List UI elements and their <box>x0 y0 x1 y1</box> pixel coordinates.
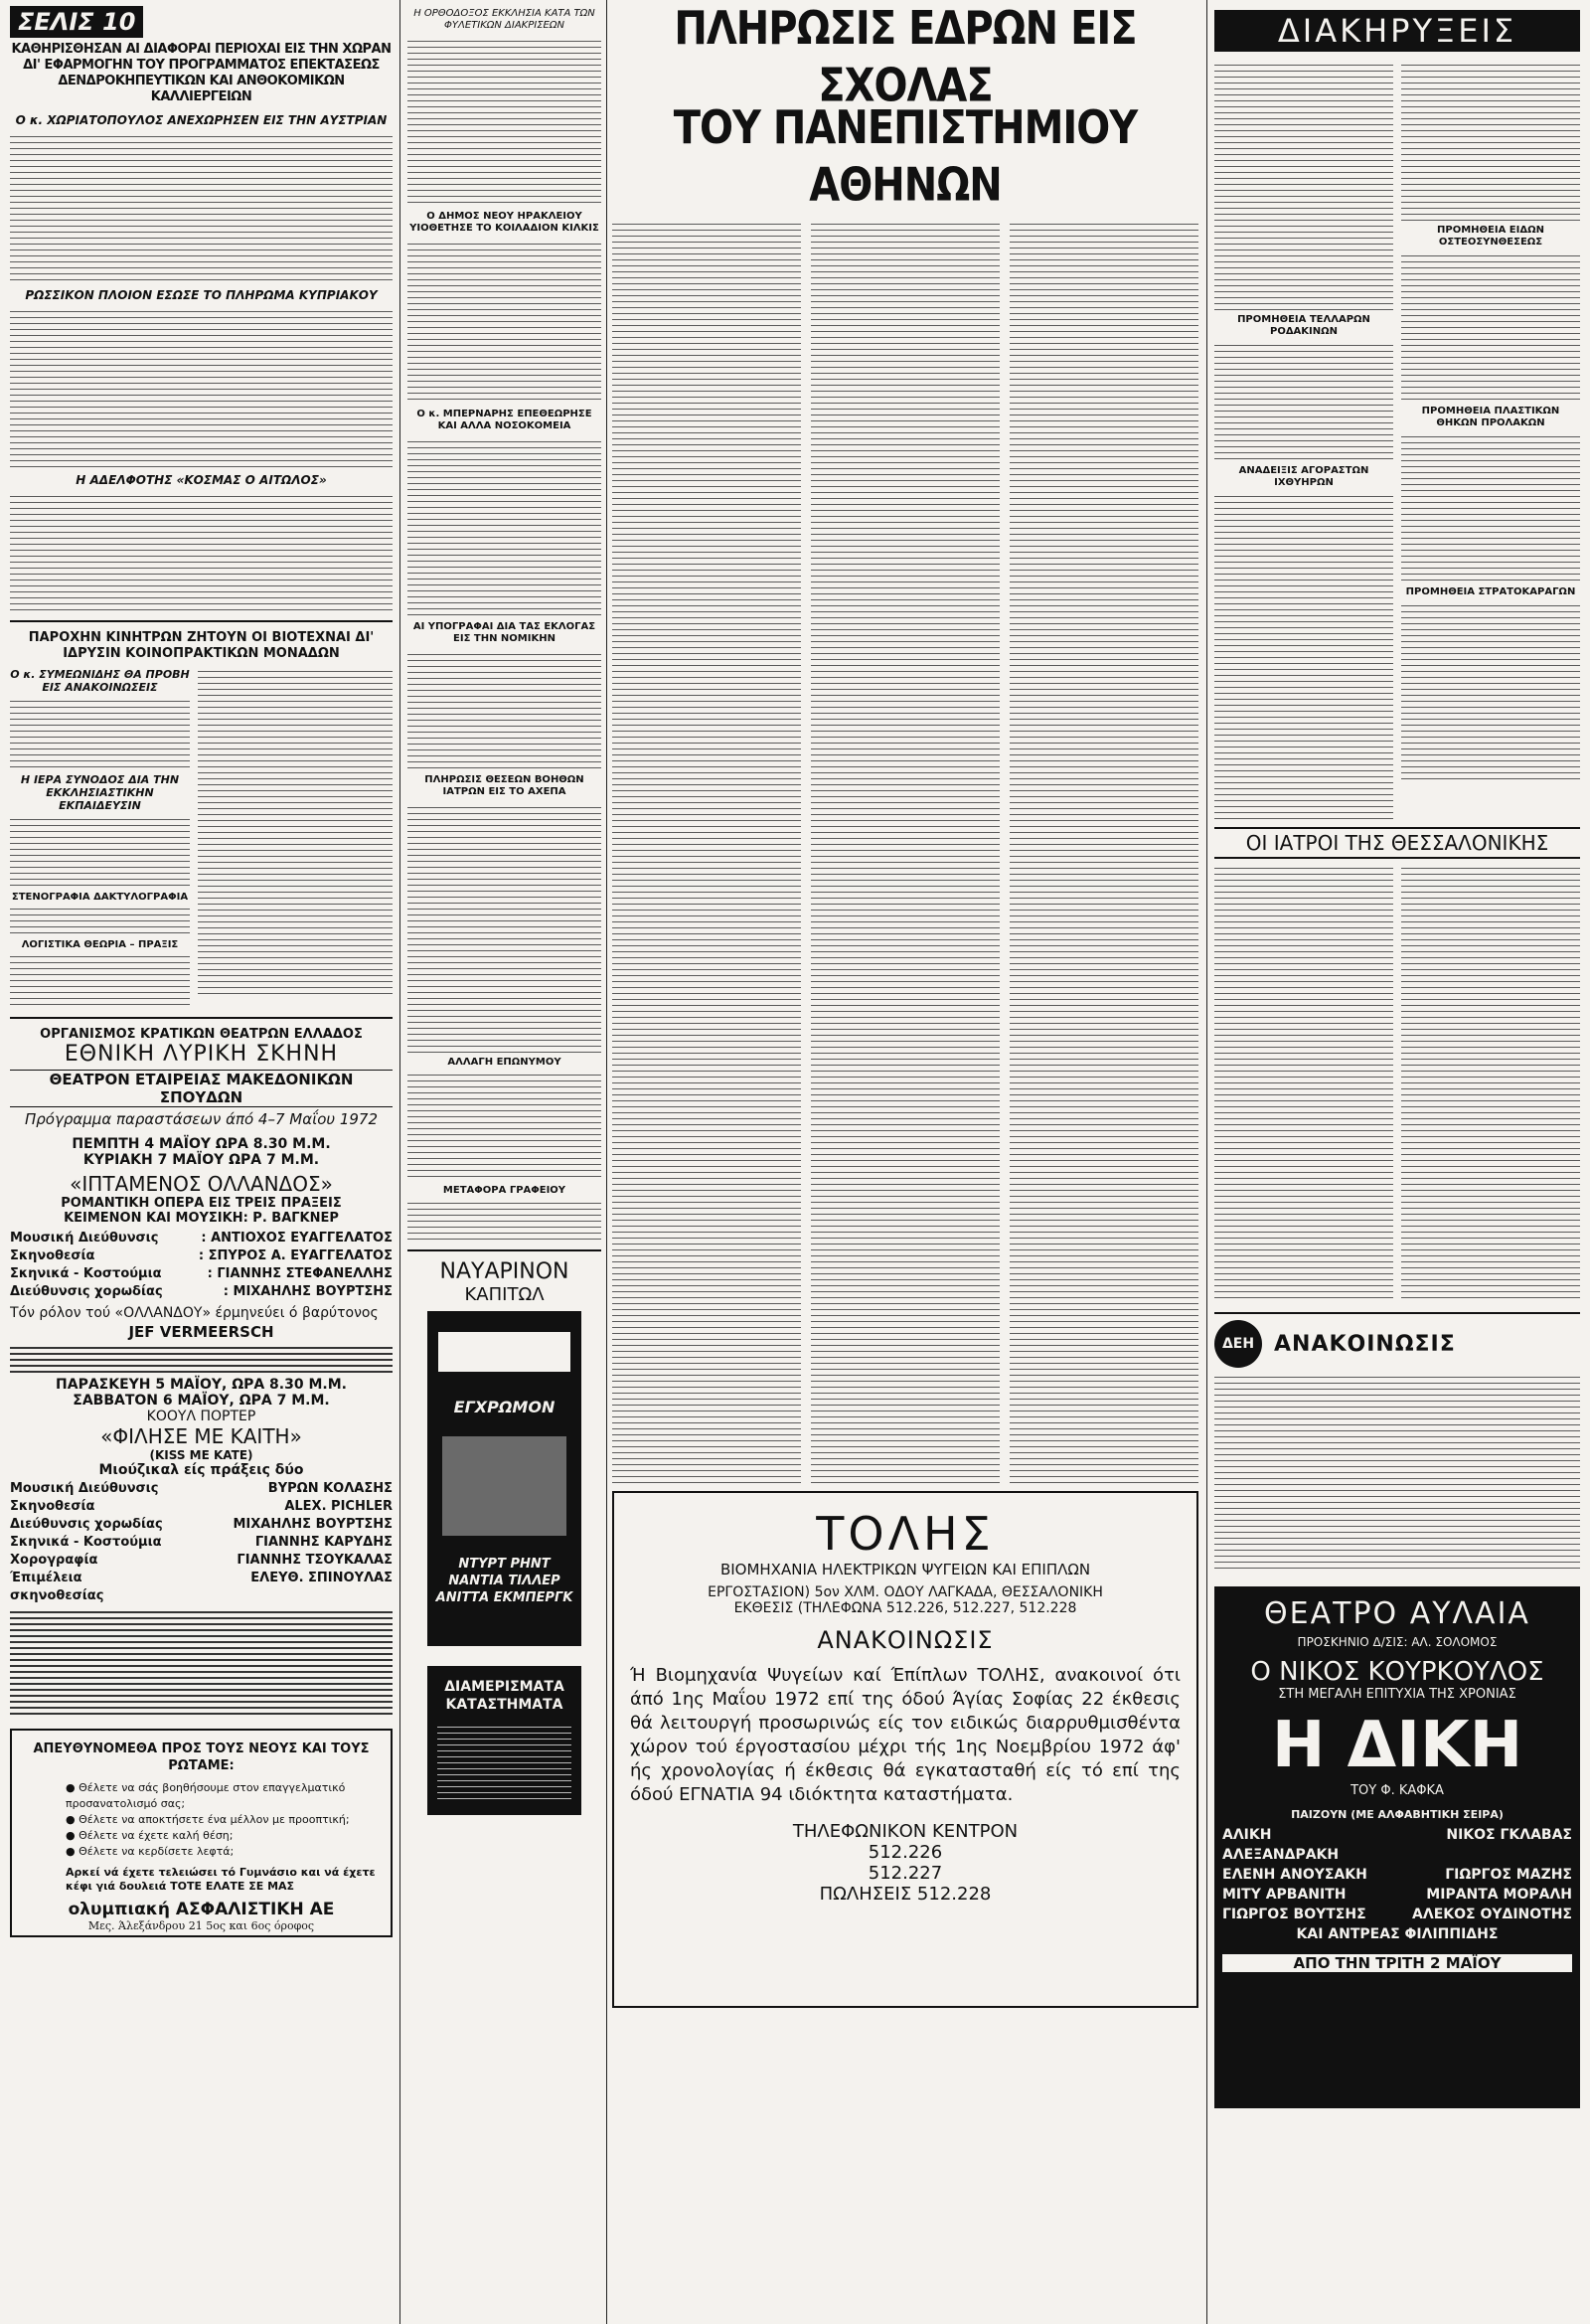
article-body <box>1401 433 1580 582</box>
page-masthead <box>10 6 393 38</box>
article-body <box>407 804 601 1053</box>
credit-row: Διεύθυνσις χορωδίας ΜΙΧΑΗΛΗΣ ΒΟΥΡΤΣΗΣ <box>10 1517 393 1532</box>
column-rule <box>1206 0 1207 2324</box>
article-body <box>1401 865 1580 1302</box>
article-body <box>10 1609 393 1719</box>
theater-cast-head: ΠΑΙΖΟΥΝ (ΜΕ ΑΛΦΑΒΗΤΙΚΗ ΣΕΙΡΑ) <box>1291 1808 1504 1821</box>
opera-advert <box>10 1027 393 1719</box>
opera-composer: ΚΟΟΥΛ ΠΟΡΤΕΡ <box>146 1409 256 1424</box>
subhead-brotherhood: Η ΑΔΕΛΦΟΤΗΣ «ΚΟΣΜΑΣ Ο ΑΙΤΩΛΟΣ» <box>76 473 327 487</box>
subhead-russian-ship: ΡΩΣΣΙΚΟΝ ΠΛΟΙΟΝ ΕΣΩΣΕ ΤΟ ΠΛΗΡΩΜΑ ΚΥΠΡΙΑΚΟΥ <box>25 288 378 302</box>
tolis-advert <box>612 1491 1198 2008</box>
banner-proclamations: ΔΙΑΚΗΡΥΞΕΙΣ <box>1214 10 1580 52</box>
article-body <box>10 698 190 767</box>
article-body <box>10 133 393 282</box>
opera-work-1-sub: ΡΟΜΑΝΤΙΚΗ ΟΠΕΡΑ ΕΙΣ ΤΡΕΙΣ ΠΡΑΞΕΙΣ <box>61 1196 342 1211</box>
article-body <box>407 241 601 405</box>
subhead-accounting: ΛΟΓΙΣΤΙΚΑ ΘΕΩΡΙΑ – ΠΡΑΞΙΣ <box>21 939 179 950</box>
article-body <box>1214 1374 1580 1573</box>
tolis-desc: ΒΙΟΜΗΧΑΝΙΑ ΗΛΕΚΤΡΙΚΩΝ ΨΥΓΕΙΩΝ ΚΑΙ ΕΠΙΠΛΩΝ <box>719 1561 1091 1578</box>
opera-work-2-sub: Μιούζικαλ είς πράξεις δύο <box>98 1462 304 1478</box>
article-body <box>10 816 190 886</box>
film-poster <box>427 1311 581 1646</box>
article-body <box>1010 221 1198 1483</box>
insurance-list <box>26 1780 377 1860</box>
theater-cast-last: ΚΑΙ ΑΝΤΡΕΑΣ ΦΙΛΙΠΠΙΔΗΣ <box>1296 1926 1499 1942</box>
article-body <box>1214 493 1393 821</box>
article-body <box>1214 865 1393 1302</box>
headline-incentives: ΠΑΡΟΧΗΝ ΚΙΝΗΤΡΩΝ ΖΗΤΟΥΝ ΟΙ ΒΙΟΤΕΧΝΑΙ ΔΙ' ΙΔΡΥΣΙΝ ΚΟΙΝΟΠΡΑΚΤΙΚΩΝ ΜΟΝΑΔΩΝ <box>28 630 375 661</box>
column-4 <box>1214 0 1580 2324</box>
theater-cast <box>1222 1825 1572 1924</box>
film-cast: ΝΤΥΡΤ ΡΗΝΤ ΝΑΝΤΙΑ ΤΙΛΛΕΡ ΑΝΙΤΤΑ ΕΚΜΠΕΡΓΚ <box>435 1557 573 1605</box>
tolis-phone-head: ΤΗΛΕΦΩΝΙΚΟΝ ΚΕΝΤΡΟΝ <box>792 1821 1019 1842</box>
apartments-head: ΔΙΑΜΕΡΙΣΜΑΤΑ ΚΑΤΑΣΤΗΜΑΤΑ <box>444 1679 564 1713</box>
credit-row: Σκηνικά - Κοστούμια : ΓΙΑΝΝΗΣ ΣΤΕΦΑΝΕΛΛΗΣ <box>10 1266 393 1281</box>
headline-signatures: ΑΙ ΥΠΟΓΡΑΦΑΙ ΔΙΑ ΤΑΣ ΕΚΛΟΓΑΣ ΕΙΣ ΤΗΝ ΝΟΜΙΚΗΝ <box>412 621 596 644</box>
article-body <box>1401 62 1580 221</box>
credit-row: Σκηνικά - Κοστούμια ΓΙΑΝΝΗΣ ΚΑΡΥΔΗΣ <box>10 1535 393 1550</box>
cinema-sub: ΚΑΠΙΤΩΛ <box>464 1284 545 1305</box>
column-rule <box>606 0 607 2324</box>
tolis-body: Ή Βιομηχανία Ψυγείων καί Έπίπλων ΤΟΛΗΣ, ανακοινοί ότι άπό 1ης Μαΐου 1972 επί της όδού Άγίας Σοφίας 22 έκθεσις θά λειτουργή προσωρινώς είς τον ειδικώς διαρρυθμισθέντα χώρον τού έργοστασίου μέχρι τής 1ης Νοεμβρίου 1972 άφ' ής χρονολογίας ή έκθεσις θά εγκατασταθή είς τό επί της όδού ΕΓΝΑΤΙΑ 94 ιδιόκτητα καταστήματα. <box>630 1665 1181 1805</box>
article-body <box>1401 252 1580 402</box>
subhead-synod: Η ΙΕΡΑ ΣΥΝΟΔΟΣ ΔΙΑ ΤΗΝ ΕΚΚΛΗΣΙΑΣΤΙΚΗΝ ΕΚΠΑΙΔΕΥΣΙΝ <box>20 773 180 812</box>
opera-work-1-sub2: ΚΕΙΜΕΝΟΝ ΚΑΙ ΜΟΥΣΙΚΗ: Ρ. ΒΑΓΚΝΕΡ <box>64 1211 339 1226</box>
announcement-head: ΑΝΑΚΟΙΝΩΣΙΣ <box>1274 1331 1456 1357</box>
article-body <box>407 438 601 617</box>
article-body <box>10 308 393 467</box>
article-body <box>407 38 601 207</box>
subhead-choriatopoulos: Ο κ. ΧΩΡΙΑΤΟΠΟΥΛΟΣ ΑΝΕΧΩΡΗΣΕΝ ΕΙΣ ΤΗΝ ΑΥΣΤΡΙΑΝ <box>15 113 388 127</box>
cast-row: ΑΛΙΚΗ ΑΛΕΞΑΝΔΡΑΚΗ ΝΙΚΟΣ ΓΚΛΑΒΑΣ <box>1222 1827 1572 1863</box>
opera-work-2: «ΦΙΛΗΣΕ ΜΕ ΚΑΙΤΗ» <box>100 1424 302 1448</box>
article-body <box>1214 62 1393 310</box>
divider <box>10 620 393 622</box>
headline-office-move: ΜΕΤΑΦΟΡΑ ΓΡΑΦΕΙΟΥ <box>442 1185 566 1196</box>
theater-play: Η ΔΙΚΗ <box>1271 1709 1523 1782</box>
credit-row: Σκηνοθεσία : ΣΠΥΡΟΣ Α. ΕΥΑΓΓΕΛΑΤΟΣ <box>10 1248 393 1263</box>
subhead-army-cars: ΠΡΟΜΗΘΕΙΑ ΣΤΡΑΤΟΚΑΡΑΓΩΝ <box>1405 586 1576 597</box>
article-body <box>407 651 601 770</box>
opera-date-2: ΚΥΡΙΑΚΗ 7 ΜΑΪΟΥ ΩΡΑ 7 Μ.Μ. <box>82 1152 320 1168</box>
opera-work-2-en: (KISS ME KATE) <box>149 1448 253 1462</box>
credit-row: Μουσική Διεύθυνσις : ΑΝΤΙΟΧΟΣ ΕΥΑΓΓΕΛΑΤΟΣ <box>10 1231 393 1245</box>
article-body <box>10 1345 393 1373</box>
tolis-sales: ΠΩΛΗΣΕΙΣ 512.228 <box>819 1884 992 1905</box>
article-body <box>10 953 190 1009</box>
opera-work-1: «ΙΠΤΑΜΕΝΟΣ ΟΛΛΑΝΔΟΣ» <box>70 1172 333 1196</box>
doctors-head: ΟΙ ΙΑΤΡΟΙ ΤΗΣ ΘΕΣΣΑΛΟΝΙΚΗΣ <box>1214 827 1580 859</box>
page-number-badge: ΣΕΛΙΣ 10 <box>10 6 143 38</box>
article-body <box>811 221 1000 1483</box>
insurance-advert <box>10 1729 393 1937</box>
theater-sub: ΠΡΟΣΚΗΝΙΟ Δ/ΣΙΣ: ΑΛ. ΣΟΛΟΜΟΣ <box>1297 1635 1498 1649</box>
credit-row: Διεύθυνσις χορωδίας : ΜΙΧΑΗΛΗΣ ΒΟΥΡΤΣΗΣ <box>10 1284 393 1299</box>
theater-author: ΤΟΥ Φ. ΚΑΦΚΑ <box>1351 1783 1444 1798</box>
article-body <box>407 1072 601 1181</box>
opera-credits-1 <box>10 1230 393 1301</box>
credit-row: Χορογραφία ΓΙΑΝΝΗΣ ΤΣΟΥΚΑΛΑΣ <box>10 1553 393 1568</box>
credit-row: Σκηνοθεσία ALEX. PICHLER <box>10 1499 393 1514</box>
opera-credits-2 <box>10 1480 393 1605</box>
opera-org: ΟΡΓΑΝΙΣΜΟΣ ΚΡΑΤΙΚΩΝ ΘΕΑΤΡΩΝ ΕΛΛΑΔΟΣ <box>40 1027 363 1042</box>
tolis-factory: ΕΡΓΟΣΤΑΣΙΟΝ) 5ον ΧΛΜ. ΟΔΟΥ ΛΑΓΚΑΔΑ, ΘΕΣΣΑΛΟΝΙΚΗ <box>708 1584 1103 1600</box>
headline-orthodox: Η ΟΡΘΟΔΟΞΟΣ ΕΚΚΛΗΣΙΑ ΚΑΤΑ ΤΩΝ ΦΥΛΕΤΙΚΩΝ ΔΙΑΚΡΙΣΕΩΝ <box>413 8 595 31</box>
opera-date-1: ΠΕΜΠΤΗ 4 ΜΑΪΟΥ ΩΡΑ 8.30 Μ.Μ. <box>72 1136 331 1152</box>
theater-actor: Ο ΝΙΚΟΣ ΚΟΥΡΚΟΥΛΟΣ <box>1250 1657 1544 1687</box>
opera-date-3: ΠΑΡΑΣΚΕΥΗ 5 ΜΑΪΟΥ, ΩΡΑ 8.30 Μ.Μ. <box>56 1377 347 1393</box>
deh-logo: ΔΕΗ <box>1214 1320 1262 1368</box>
insurance-brand: ολυμπιακή ΑΣΦΑΛΙΣΤΙΚΗ ΑΕ <box>68 1900 335 1919</box>
apartments-advert <box>427 1666 581 1815</box>
opera-date-4: ΣΑΒΒΑΤΟΝ 6 ΜΑΪΟΥ, ΩΡΑ 7 Μ.Μ. <box>73 1393 330 1409</box>
banner-line-2: ΤΟΥ ΠΑΝΕΠΙΣΤΗΜΙΟΥ ΑΘΗΝΩΝ <box>673 101 1138 213</box>
tolis-expo: ΕΚΘΕΣΙΣ (ΤΗΛΕΦΩΝΑ 512.226, 512.227, 512.228 <box>733 1600 1077 1616</box>
headline-dimos: Ο ΔΗΜΟΣ ΝΕΟΥ ΗΡΑΚΛΕΙΟΥ ΥΙΟΘΕΤΗΣΕ ΤΟ ΚΟΙΛΑΔΙΟΝ ΚΙΛΚΙΣ <box>409 211 599 234</box>
theater-from: ΑΠΟ ΤΗΝ ΤΡΙΤΗ 2 ΜΑΪΟΥ <box>1222 1954 1572 1972</box>
opera-singer: JEF VERMEERSCH <box>128 1323 274 1341</box>
list-item: ● Θέλετε να έχετε καλή θέση; <box>66 1829 234 1842</box>
insurance-address: Μες. Άλεξάνδρου 21 5ος και 6ος όροφος <box>87 1919 315 1932</box>
cast-row: ΕΛΕΝΗ ΑΝΟΥΣΑΚΗ ΓΙΩΡΓΟΣ ΜΑΖΗΣ <box>1222 1867 1572 1883</box>
subhead-plastic: ΠΡΟΜΗΘΕΙΑ ΠΛΑΣΤΙΚΩΝ ΘΗΚΩΝ ΠΡΟΛΑΚΩΝ <box>1421 406 1560 428</box>
theater-advert <box>1214 1586 1580 2108</box>
tolis-announcement: ΑΝΑΚΟΙΝΩΣΙΣ <box>817 1626 994 1654</box>
article-body <box>407 1200 601 1242</box>
subhead-crates: ΠΡΟΜΗΘΕΙΑ ΤΕΛΛΑΡΩΝ ΡΟΔΑΚΙΝΩΝ <box>1237 314 1370 337</box>
list-item: ● Θέλετε να σάς βοηθήσουμε στον επαγγελματικό προσανατολισμό σας; <box>66 1781 346 1810</box>
credit-row: Μουσική Διεύθυνσις ΒΥΡΩΝ ΚΟΛΑΣΗΣ <box>10 1481 393 1496</box>
column-3 <box>612 0 1198 2324</box>
cast-row: ΓΙΩΡΓΟΣ ΒΟΥΤΣΗΣ ΑΛΕΚΟΣ ΟΥΔΙΝΟΤΗΣ <box>1222 1907 1572 1922</box>
column-1 <box>10 0 393 2324</box>
column-rule <box>399 0 400 2324</box>
insurance-call: Αρκεί νά έχετε τελειώσει τό Γυμνάσιο και νά έχετε κέφι γιά δουλειά ΤΟΤΕ ΕΛΑΤΕ ΣΕ ΜΑΣ <box>66 1866 376 1893</box>
theater-tagline: ΣΤΗ ΜΕΓΑΛΗ ΕΠΙΤΥΧΙΑ ΤΗΣ ΧΡΟΝΙΑΣ <box>1278 1687 1516 1702</box>
subhead-osteosynthesis: ΠΡΟΜΗΘΕΙΑ ΕΙΔΩΝ ΟΣΤΕΟΣΥΝΘΕΣΕΩΣ <box>1437 225 1544 248</box>
column-2 <box>407 0 601 2324</box>
headline-bernaris: Ο κ. ΜΠΕΡΝΑΡΗΣ ΕΠΕΘΕΩΡΗΣΕ ΚΑΙ ΑΛΛΑ ΝΟΣΟΚΟΜΕΙΑ <box>416 409 592 431</box>
article-body <box>10 906 190 933</box>
tolis-phone-2: 512.227 <box>868 1863 943 1884</box>
list-item: ● Θέλετε να κερδίσετε λεφτά; <box>66 1845 235 1858</box>
article-body <box>1214 342 1393 461</box>
banner-line-1: ΠΛΗΡΩΣΙΣ ΕΔΡΩΝ ΕΙΣ ΣΧΟΛΑΣ <box>674 2 1137 113</box>
divider <box>407 1249 601 1251</box>
cinema-name: ΝΑΥΑΡΙΝΟΝ <box>439 1259 569 1284</box>
cast-row: ΜΙΤΥ ΑΡΒΑΝΙΤΗ ΜΙΡΑΝΤΑ ΜΟΡΑΛΗ <box>1222 1887 1572 1903</box>
opera-name: ΕΘΝΙΚΗ ΛΥΡΙΚΗ ΣΚΗΝΗ <box>64 1042 339 1067</box>
headline-achepa: ΠΛΗΡΩΣΙΣ ΘΕΣΕΩΝ ΒΟΗΘΩΝ ΙΑΤΡΩΝ ΕΙΣ ΤΟ ΑΧΕΠΑ <box>424 774 584 797</box>
divider <box>10 1017 393 1019</box>
headline-surname-change: ΑΛΛΑΓΗ ΕΠΩΝΥΜΟΥ <box>447 1057 561 1068</box>
tolis-name: ΤΟΛΗΣ <box>816 1507 995 1561</box>
lead-headline: ΚΑΘΗΡΙΣΘΗΣΑΝ ΑΙ ΔΙΑΦΟΡΑΙ ΠΕΡΙΟΧΑΙ ΕΙΣ ΤΗΝ ΧΩΡΑΝ ΔΙ' ΕΦΑΡΜΟΓΗΝ ΤΟΥ ΠΡΟΓΡΑΜΜΑΤΟΣ ΕΠΕΚΤΑΣΕΩΣ ΔΕΝΔΡΟΚΗΠΕΥΤΙΚΩΝ ΚΑΙ ΑΝΘΟΚΟΜΙΚΩΝ ΚΑΛΛΙΕΡΓΕΙΩΝ <box>11 42 392 104</box>
article-body <box>1401 602 1580 781</box>
article-body <box>10 493 393 612</box>
credit-row: Έπιμέλεια σκηνοθεσίας ΕΛΕΥΘ. ΣΠΙΝΟΥΛΑΣ <box>10 1571 393 1603</box>
film-color-label: ΕΓΧΡΩΜΟΝ <box>453 1398 556 1416</box>
opera-program: Πρόγραμμα παραστάσεων άπό 4–7 Μαΐου 1972 <box>24 1110 378 1128</box>
subhead-stenography: ΣΤΕΝΟΓΡΑΦΙΑ ΔΑΚΤΥΛΟΓΡΑΦΙΑ <box>11 892 189 903</box>
article-body <box>612 221 801 1483</box>
opera-theater: ΘΕΑΤΡΟΝ ΕΤΑΙΡΕΙΑΣ ΜΑΚΕΔΟΝΙΚΩΝ ΣΠΟΥΔΩΝ <box>10 1070 393 1107</box>
tolis-phone-1: 512.226 <box>868 1842 943 1863</box>
list-item: ● Θέλετε να αποκτήσετε ένα μέλλον με προοπτική; <box>66 1813 350 1826</box>
subhead-symeonidis: Ο κ. ΣΥΜΕΩΝΙΔΗΣ ΘΑ ΠΡΟΒΗ ΕΙΣ ΑΝΑΚΟΙΝΩΣΕΙΣ <box>10 668 190 694</box>
article-body <box>198 668 393 996</box>
insurance-head: ΑΠΕΥΘΥΝΟΜΕΘΑ ΠΡΟΣ ΤΟΥΣ ΝΕΟΥΣ ΚΑΙ ΤΟΥΣ ΡΩΤΑΜΕ: <box>33 1742 370 1773</box>
subhead-fishery: ΑΝΑΔΕΙΞΙΣ ΑΓΟΡΑΣΤΩΝ ΙΧΘΥΗΡΩΝ <box>1238 465 1369 488</box>
theater-name: ΘΕΑΤΡΟ ΑΥΛΑΙΑ <box>1264 1596 1530 1631</box>
opera-role-note: Τόν ρόλον τού «ΟΛΛΑΝΔΟΥ» έρμηνεύει ό βαρύτονος <box>10 1305 379 1321</box>
